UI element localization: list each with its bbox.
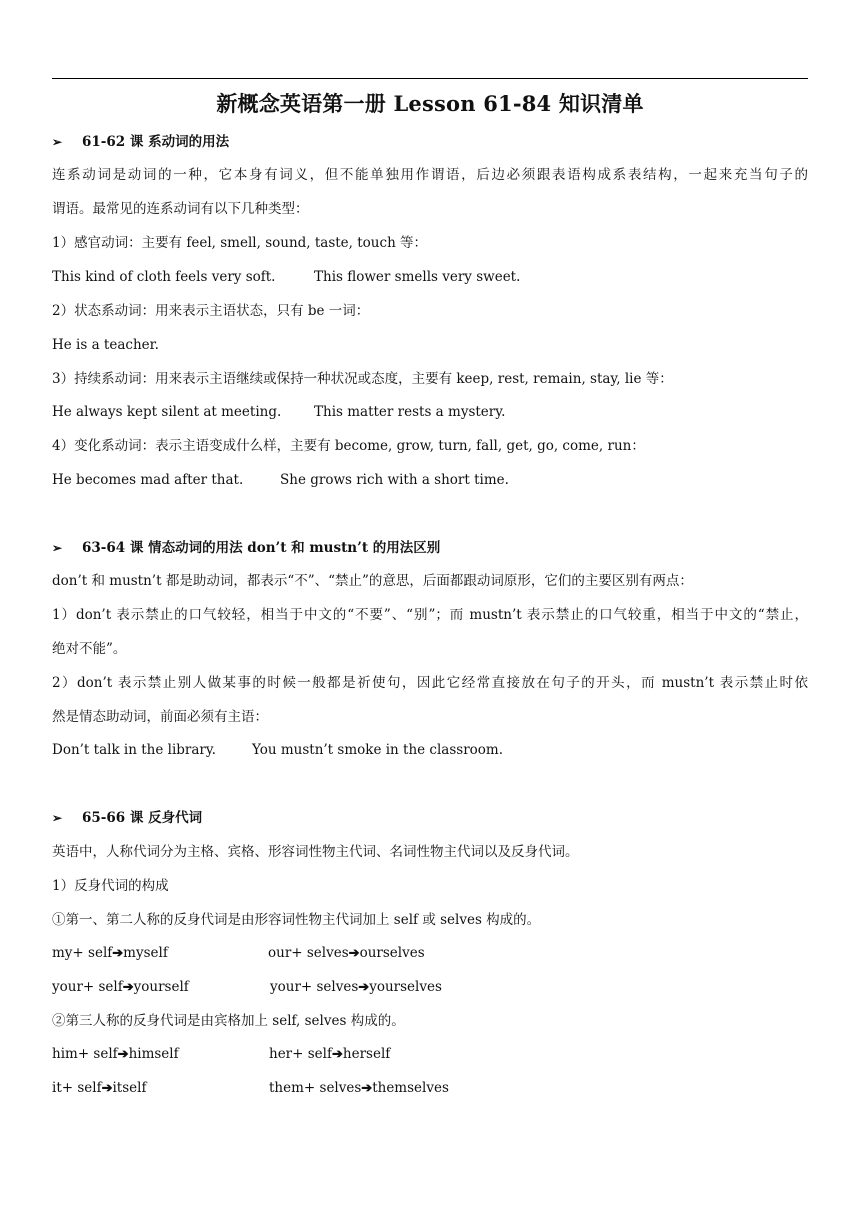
arrow-right-icon: ➔ — [358, 980, 370, 995]
formation-result: yourself — [133, 979, 189, 995]
formation-base: your+ self — [52, 979, 123, 995]
formation-base: my+ self — [52, 945, 113, 961]
section-heading-63-64 — [52, 539, 440, 557]
arrow-right-icon: ➔ — [112, 946, 124, 961]
arrow-right-icon: ➔ — [117, 1047, 129, 1062]
formation-rule — [52, 978, 270, 997]
list-item: 3）持续系动词：用来表示主语继续或保持一种状况或态度，主要有 keep, rest, remain, stay, lie 等： — [52, 371, 673, 387]
example-row — [52, 268, 520, 286]
example-sentence: He is a teacher. — [52, 337, 159, 353]
list-item: 4）变化系动词：表示主语变成什么样，主要有 become, grow, turn, fall, get, go, come, run： — [52, 438, 645, 454]
example-sentence: This kind of cloth feels very soft. — [52, 269, 276, 285]
formation-result: myself — [123, 945, 168, 961]
formation-base: your+ selves — [270, 979, 359, 995]
example-sentence: Don’t talk in the library. — [52, 742, 216, 758]
section-heading-text: 65-66 课 反身代词 — [82, 810, 203, 826]
formation-base: him+ self — [52, 1046, 118, 1062]
section-heading-61-62 — [52, 133, 229, 151]
formation-rule — [52, 1079, 269, 1098]
list-item-continued: 然是情态助动词，前面必须有主语： — [52, 709, 268, 725]
arrow-right-icon: ➔ — [122, 980, 134, 995]
formation-rule — [269, 1079, 449, 1098]
example-row — [52, 1079, 449, 1098]
example-sentence: He always kept silent at meeting. — [52, 404, 282, 420]
section-heading-65-66 — [52, 809, 202, 827]
example-sentence: He becomes mad after that. — [52, 472, 244, 488]
list-item: 2）状态系动词：用来表示主语状态，只有 be 一词： — [52, 303, 370, 319]
bullet-icon: ➢ — [52, 135, 63, 149]
example-sentence: She grows rich with a short time. — [280, 472, 509, 488]
arrow-right-icon: ➔ — [361, 1081, 373, 1096]
formation-result: itself — [112, 1080, 147, 1096]
list-item: 1）感官动词：主要有 feel, smell, sound, taste, touch 等： — [52, 235, 428, 251]
formation-base: our+ selves — [268, 945, 349, 961]
page-title: 新概念英语第一册 Lesson 61-84 知识清单 — [216, 91, 644, 116]
formation-result: themselves — [372, 1080, 449, 1096]
formation-result: ourselves — [359, 945, 425, 961]
formation-rule — [52, 1045, 269, 1064]
example-sentence: This matter rests a mystery. — [314, 404, 506, 420]
example-row — [52, 471, 509, 489]
example-sentence: You mustn’t smoke in the classroom. — [252, 742, 504, 758]
paragraph: 谓语。最常见的连系动词有以下几种类型： — [52, 201, 309, 217]
list-item-continued: 绝对不能”。 — [52, 641, 127, 657]
formation-result: himself — [128, 1046, 179, 1062]
list-item: ①第一、第二人称的反身代词是由形容词性物主代词加上 self 或 selves 构成的。 — [52, 912, 541, 928]
formation-result: herself — [342, 1046, 391, 1062]
paragraph: don’t 和 mustn’t 都是助动词，都表示“不”、“禁止”的意思，后面都跟动词原形，它们的主要区别有两点： — [52, 573, 693, 589]
example-row — [52, 741, 503, 759]
example-sentence: This flower smells very sweet. — [314, 269, 521, 285]
example-row — [52, 403, 505, 421]
list-item: 2）don’t 表示禁止别人做某事的时候一般都是祈使句，因此它经常直接放在句子的开头，而 mustn’t 表示禁止时依 — [52, 675, 808, 691]
list-item: ②第三人称的反身代词是由宾格加上 self, selves 构成的。 — [52, 1013, 405, 1029]
formation-rule — [268, 944, 425, 963]
arrow-right-icon: ➔ — [331, 1047, 343, 1062]
paragraph: 英语中，人称代词分为主格、宾格、形容词性物主代词、名词性物主代词以及反身代词。 — [52, 844, 579, 860]
paragraph: 连系动词是动词的一种，它本身有词义，但不能单独用作谓语，后边必须跟表语构成系表结构，一起来充当句子的 — [52, 167, 808, 183]
section-heading-text: 61-62 课 系动词的用法 — [82, 134, 230, 150]
formation-base: it+ self — [52, 1080, 102, 1096]
bullet-icon: ➢ — [52, 541, 63, 555]
arrow-right-icon: ➔ — [348, 946, 360, 961]
list-item: 1）反身代词的构成 — [52, 878, 169, 894]
example-row — [52, 944, 425, 963]
formation-rule — [269, 1045, 390, 1064]
formation-base: them+ selves — [269, 1080, 362, 1096]
formation-result: yourselves — [369, 979, 442, 995]
example-row — [52, 978, 442, 997]
list-item: 1）don’t 表示禁止的口气较轻，相当于中文的“不要”、“别”；而 mustn’t 表示禁止的口气较重，相当于中文的“禁止， — [52, 607, 808, 623]
section-heading-text: 63-64 课 情态动词的用法 don’t 和 mustn’t 的用法区别 — [82, 540, 441, 556]
formation-base: her+ self — [269, 1046, 332, 1062]
top-rule — [52, 78, 808, 79]
arrow-right-icon: ➔ — [101, 1081, 113, 1096]
formation-rule — [52, 944, 268, 963]
bullet-icon: ➢ — [52, 811, 63, 825]
example-row — [52, 1045, 390, 1064]
formation-rule — [270, 978, 442, 997]
